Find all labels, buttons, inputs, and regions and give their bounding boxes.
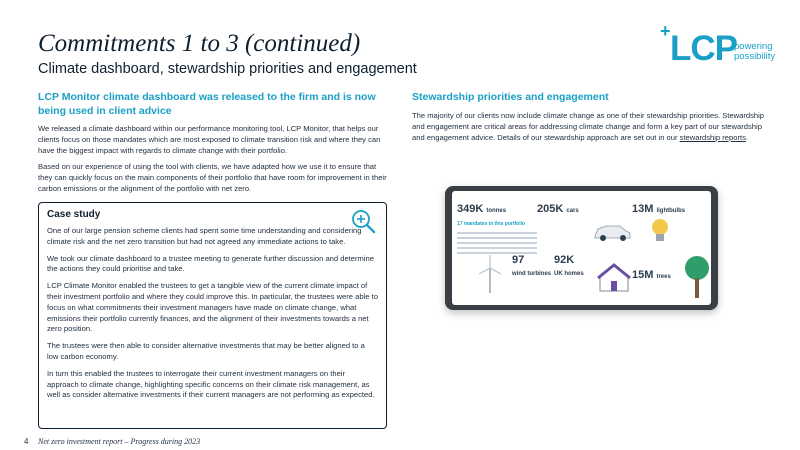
- stat-tonnes: [457, 203, 506, 215]
- left-paragraph-2: Based on our experience of using the tool with clients, we have adapted how we use it to ensure that they can quickly focus on the main components of their portfolio that have room for improvement in their carbon emissions or the alignment of the portfolio with net zero.: [38, 162, 387, 193]
- stat-trees-value: 15M: [632, 269, 654, 281]
- dashboard-screen: [452, 191, 711, 305]
- footer-text: Net zero investment report – Progress during 2023: [38, 437, 201, 446]
- lcp-logo: [660, 22, 790, 70]
- logo-tagline-2: possibility: [734, 51, 776, 62]
- left-heading: LCP Monitor climate dashboard was released to the firm and is now being used in client advice: [38, 91, 376, 117]
- case-study-paragraph-5: In turn this enabled the trustees to interrogate their current investment managers on their approach to climate change, highlighting specific concerns on their climate risk management, as well as consider alternative investments if their current managers are not performing as expected.: [47, 368, 375, 400]
- left-paragraph-1: We released a climate dashboard within our performance monitoring tool, LCP Monitor, that helps our clients focus on those mandates which are most exposed to climate transition risk and where they can have the biggest impact with regards to climate change with their portfolio.: [38, 124, 381, 155]
- logo-word: LCP: [670, 29, 737, 68]
- stat-wind: [512, 254, 551, 278]
- stat-lightbulbs-unit: lightbulbs: [656, 208, 686, 214]
- logo-tagline-1: powering: [734, 41, 773, 52]
- stat-trees: [632, 269, 671, 281]
- case-study-box: [38, 202, 387, 429]
- stat-lightbulbs: [632, 203, 685, 215]
- car-icon: [592, 221, 632, 243]
- stat-wind-unit: wind turbines: [512, 271, 551, 277]
- stewardship-reports-link[interactable]: stewardship reports: [679, 133, 746, 142]
- stat-cars-value: 205K: [537, 203, 564, 215]
- right-paragraph-text: The majority of our clients now include climate change as one of their stewardship priorities. Stewardship and engagement are critical areas for addressing climate change and form a key part of our stewardship and engagement advice. Details of our stewardship approach are set out in our: [412, 111, 765, 142]
- right-paragraph-end: .: [745, 133, 749, 142]
- stat-cars-unit: cars: [566, 208, 579, 214]
- stat-tonnes-value: 349K: [457, 203, 484, 215]
- stat-homes: [554, 254, 584, 278]
- case-study-paragraph-4: The trustees were then able to consider alternative investments that may be better aligned to a low carbon economy.: [47, 341, 365, 361]
- house-icon: [597, 263, 631, 293]
- right-heading: Stewardship priorities and engagement: [412, 91, 609, 103]
- tree-icon: [682, 251, 711, 301]
- stat-cars: [537, 203, 579, 215]
- case-study-paragraph-2: We took our climate dashboard to a trustee meeting to generate further discussion and determine the actions they could prioritise and take.: [47, 253, 374, 274]
- stat-wind-value: 97: [512, 254, 525, 266]
- stat-tonnes-unit: tonnes: [486, 208, 507, 214]
- page-title: Commitments 1 to 3 (continued): [38, 30, 361, 57]
- stat-lightbulbs-value: 13M: [632, 203, 654, 215]
- logo-tagline: [734, 42, 775, 62]
- plus-icon: +: [660, 21, 671, 41]
- stat-homes-unit: UK homes: [554, 271, 584, 277]
- stat-trees-unit: trees: [656, 274, 671, 280]
- case-study-paragraph-1: One of our large pension scheme clients had spent some time understanding and considering climate risk and the net zero transition but had not agreed any immediate actions to take.: [47, 226, 362, 246]
- page-number: 4: [24, 437, 29, 446]
- case-study-title: Case study: [47, 209, 101, 220]
- page-subtitle: Climate dashboard, stewardship priorities and engagement: [38, 61, 417, 77]
- case-study-paragraph-3: LCP Climate Monitor enabled the trustees to get a tangible view of the current climate impact of their investment portfolio and where they could improve this. In particular, the trustees were able to focus on what commitments their investment managers have made on climate change, what emissions their portfolio currently finances, and the alignment of their investments towards a net zero position.: [47, 281, 378, 334]
- wind-turbine-icon: [470, 253, 510, 293]
- mandates-label: 17 mandates in this portfolio: [457, 221, 526, 227]
- right-paragraph: [412, 110, 767, 143]
- zoom-plus-icon: [350, 208, 376, 234]
- stat-homes-value: 92K: [554, 254, 575, 266]
- lightbulb-icon: [649, 217, 671, 247]
- dashboard-tablet-image: [445, 186, 718, 310]
